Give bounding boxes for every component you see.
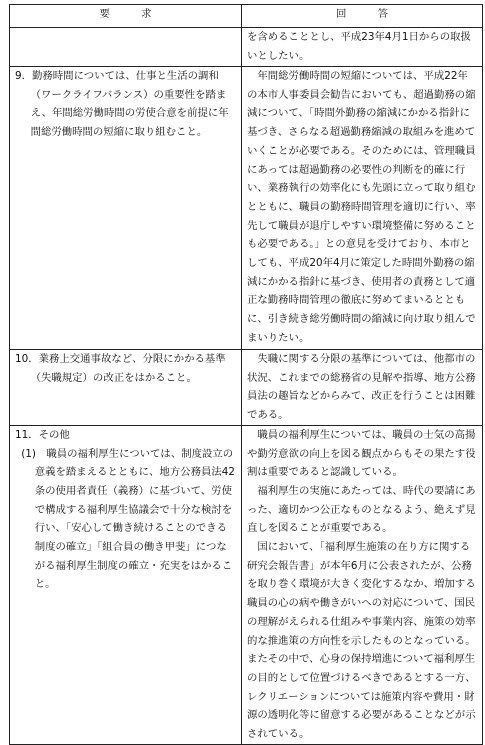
- table-row: [10, 350, 483, 426]
- request-number: 11．: [15, 428, 39, 441]
- request-cell: [10, 28, 242, 67]
- request-item: [15, 67, 236, 142]
- request-item: [15, 426, 236, 445]
- request-cell: [10, 350, 242, 426]
- answer-paragraph: 年間総労働時間の短縮については、平成22年の本市人事委員会勧告においても、超過勤務の縮減について、「時間外勤務の縮減にかかる指針に基づき、さらなる超過勤務縮減の取組みを進めていくことが必要である。そのためには、管理職員にあっては超過勤務の必要性の判断を的確に行い、業務執行の効率化にも先頭に立って取り組むとともに、職員の勤務時間管理を適切に行い、率先して職員が退庁しやすい環境整備に努めることも必要である。」との意見を受けており、本市としても、平成20年4月に策定した時間外勤務の縮減にかかる指針に基づき、使用者の責務として適正な勤務時間管理の徹底に努めてまいるとともに、引き続き総労働時間の縮減に向け取り組んでまいりたい。: [247, 70, 476, 344]
- header-answer: 回 答: [242, 5, 483, 28]
- table-row: [10, 67, 483, 350]
- answer-cell: [242, 28, 483, 67]
- request-number: 10．: [15, 353, 39, 365]
- request-text: 職員の福利厚生については、制度設立の意義を踏まえるとともに、地方公務員法42条の使用者責任（義務）に基づいて、労使で構成する福利厚生協議会で十分な検討を行い、「安心して働き続けることのできる制度の確立」「組合員の働き甲斐」につながる福利厚生制度の確立・充実をはかること。: [34, 447, 236, 591]
- request-cell: [10, 425, 242, 744]
- request-sub-number: (1): [21, 447, 36, 460]
- header-request: 要 求: [10, 5, 242, 28]
- request-answer-table: [9, 4, 483, 745]
- request-cell: [10, 67, 242, 350]
- answer-paragraph: 国において、「福利厚生施策の在り方に関する研究会報告書」が本年6月に公表されたが、公務を取り巻く環境が大きく変化するなか、増加する職員の心の病や働きがいへの対応について、国民の理解がえられる仕組みや事業内容、施策の効率的な推進策の方向性を示したものとなっている。またその中で、心身の保持増進について福利厚生の目的として位置づけるべきであるとする一方、レクリエーションについては施策内容や費用・財源の透明化等に留意する必要があることなどが示されている。: [247, 541, 476, 741]
- request-number: 9．: [15, 70, 33, 82]
- table-row: [10, 28, 483, 67]
- table-header-row: [10, 5, 483, 28]
- request-text: 業務上交通事故など、分限にかかる基準（失職規定）の改正をはかること。: [30, 353, 226, 384]
- answer-cell: [242, 425, 483, 744]
- answer-paragraph: 職員の福利厚生については、職員の士気の高揚や勤労意欲の向上を図る観点からもその果たす役割は重要であると認識している。: [247, 428, 476, 479]
- request-text: 勤務時間については、仕事と生活の調和（ワークライフバランス）の重要性を踏まえ、年間総労働時間の労使合意を前提に年間総労働時間の短縮に取り組むこと。: [30, 70, 229, 139]
- answer-cell: [242, 67, 483, 350]
- table-row: [10, 425, 483, 744]
- answer-paragraph: 失職に関する分限の基準については、他都市の状況、これまでの総務省の見解や指導、地方公務員法の趣旨などからみて、改正を行うことは困難である。: [247, 353, 476, 422]
- request-title: その他: [38, 428, 70, 441]
- request-item: [15, 350, 236, 387]
- answer-cell: [242, 350, 483, 426]
- answer-paragraph: 福利厚生の実施にあたっては、時代の要請にあった、適切かつ公正なものとなるよう、絶えず見直しを図ることが重要である。: [247, 484, 476, 535]
- answer-paragraph: を含めることとし、平成23年4月1日からの取扱いとしたい。: [247, 31, 471, 62]
- request-subitem: [21, 445, 236, 595]
